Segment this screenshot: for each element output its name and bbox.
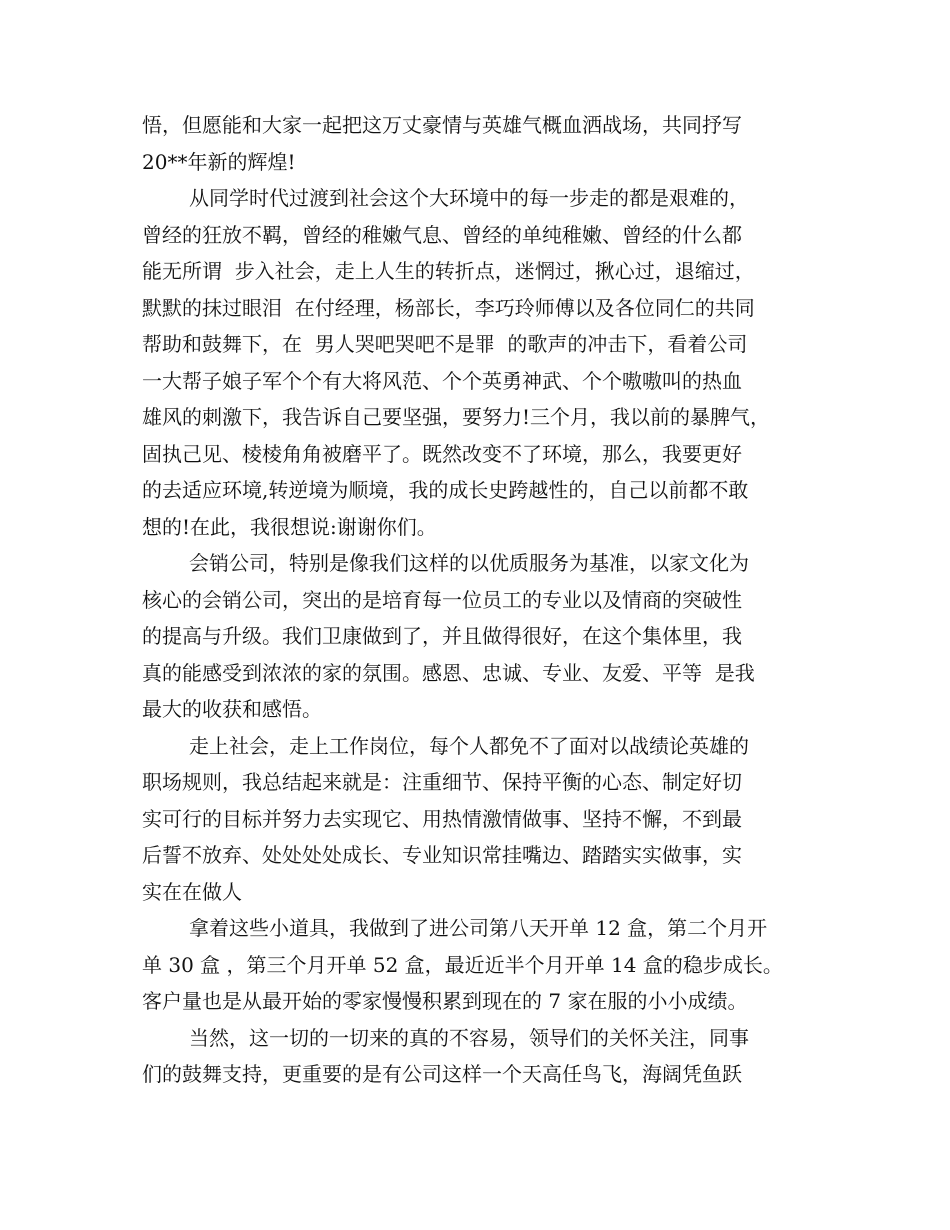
text-line: 悟，但愿能和大家一起把这万丈豪情与英雄气概血洒战场，共同抒写 [142, 113, 742, 137]
text-line: 能无所谓 步入社会，走上人生的转折点，迷惘过，揪心过，退缩过， [142, 259, 755, 283]
paragraph-3 [142, 545, 822, 728]
text-line: 真的能感受到浓浓的家的氛围。感恩、忠诚、专业、友爱、平等 是我 [142, 660, 755, 685]
text-line: 会销公司，特别是像我们这样的以优质服务为基准，以家文化为 [189, 551, 749, 575]
text-line: 单 30 盒 ，第三个月开单 52 盒，最近近半个月开单 14 盒的稳步成长。 [142, 952, 783, 977]
text-line: 职场规则，我总结起来就是：注重细节、保持平衡的心态、制定好切 [142, 770, 742, 794]
text-line: 默默的抹过眼泪 在付经理，杨部长，李巧玲师傅以及各位同仁的共同 [142, 295, 755, 320]
paragraph-2 [142, 180, 822, 545]
text-line: 帮助和鼓舞下，在 男人哭吧哭吧不是罪 的歌声的冲击下，看着公司 [142, 332, 748, 356]
text-line: 固执己见、棱棱角角被磨平了。既然改变不了环境，那么，我要更好 [142, 441, 742, 466]
text-line: 走上社会，走上工作岗位，每个人都免不了面对以战绩论英雄的 [189, 733, 749, 758]
text-line: 拿着这些小道具，我做到了进公司第八天开单 12 盒，第二个月开 [189, 916, 768, 940]
text-line: 实在在做人 [142, 879, 242, 904]
paragraph-5 [142, 910, 822, 1020]
text-line: 的去适应环境,转逆境为顺境，我的成长史跨越性的，自己以前都不敢 [142, 478, 749, 502]
text-line: 一大帮子娘子军个个有大将风范、个个英勇神武、个个嗷嗷叫的热血 [142, 368, 742, 393]
paragraph-4 [142, 728, 822, 911]
paragraph-1 [142, 107, 822, 180]
text-line: 从同学时代过渡到社会这个大环境中的每一步走的都是艰难的， [189, 186, 749, 210]
text-line: 的提高与升级。我们卫康做到了，并且做得很好，在这个集体里，我 [142, 624, 742, 648]
text-line: 最大的收获和感悟。 [142, 697, 322, 721]
text-line: 核心的会销公司，突出的是培育每一位员工的专业以及情商的突破性 [142, 587, 742, 612]
text-line: 实可行的目标并努力去实现它、用热情激情做事、坚持不懈，不到最 [142, 806, 742, 831]
paragraph-6 [142, 1020, 822, 1093]
text-line: 想的!在此，我很想说:谢谢你们。 [142, 514, 437, 539]
text-line: 当然，这一切的一切来的真的不容易，领导们的关怀关注，同事 [189, 1025, 749, 1050]
text-line: 曾经的狂放不羁，曾经的稚嫩气息、曾经的单纯稚嫩、曾经的什么都 [142, 222, 742, 247]
text-line: 们的鼓舞支持，更重要的是有公司这样一个天高任鸟飞，海阔凭鱼跃 [142, 1062, 742, 1086]
text-line: 20**年新的辉煌! [142, 149, 296, 174]
text-line: 客户量也是从最开始的零家慢慢积累到现在的 7 家在服的小小成绩。 [142, 989, 748, 1013]
document-body [142, 107, 822, 1093]
text-line: 后誓不放弃、处处处处成长、专业知识常挂嘴边、踏踏实实做事，实 [142, 843, 742, 867]
text-line: 雄风的刺激下，我告诉自己要坚强，要努力!三个月，我以前的暴脾气， [142, 405, 771, 429]
